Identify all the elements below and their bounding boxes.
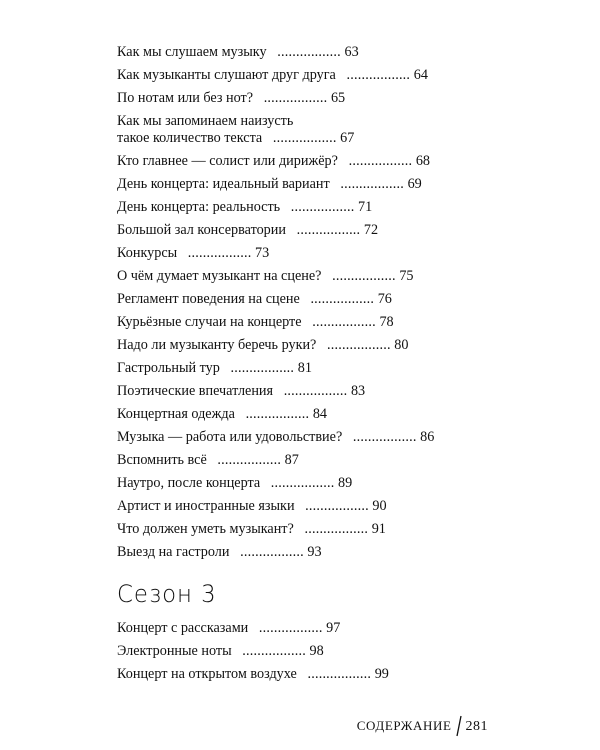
toc-entry-page-number: 98	[309, 643, 324, 659]
toc-entry	[117, 452, 537, 469]
toc-entry-title: По нотам или без нот?	[117, 90, 254, 106]
toc-entry-leader-dots: .................	[346, 67, 411, 83]
toc-entry-page-number: 91	[371, 521, 386, 537]
toc-entry-title: Кто главнее — солист или дирижёр?	[117, 153, 338, 169]
toc-entry-page-number: 78	[379, 314, 394, 330]
toc-entry-title: Наутро, после концерта	[117, 475, 261, 491]
toc-entry-page-number: 81	[297, 360, 312, 376]
section-table-of-contents	[117, 620, 537, 689]
toc-entry	[117, 113, 537, 147]
toc-entry-page-number: 83	[350, 383, 366, 399]
toc-entry	[117, 383, 537, 400]
toc-entry-title: Артист и иностранные языки	[117, 498, 295, 514]
toc-entry-page-number: 64	[413, 67, 428, 83]
toc-entry-title: Выезд на гастроли	[117, 544, 230, 560]
toc-entry-title: Электронные ноты	[117, 643, 232, 659]
toc-entry-page-number: 71	[358, 199, 373, 215]
toc-entry-page-number: 73	[255, 245, 270, 261]
toc-entry-leader-dots: .................	[307, 666, 372, 682]
toc-entry	[117, 429, 537, 446]
section-heading: Сезон 3	[117, 580, 217, 608]
toc-entry-page-number: 72	[363, 222, 379, 238]
toc-entry-title: Концерт с рассказами	[117, 620, 249, 636]
toc-entry-title: Музыка — работа или удовольствие?	[117, 429, 343, 445]
toc-entry	[117, 337, 537, 354]
toc-entry-title: Вспомнить всё	[117, 452, 207, 468]
toc-entry-leader-dots: .................	[332, 268, 396, 284]
toc-entry	[117, 314, 537, 331]
toc-entry	[117, 90, 537, 107]
toc-entry-page-number: 75	[399, 268, 414, 284]
toc-entry-page-number: 84	[312, 406, 327, 422]
toc-entry-title: Концерт на открытом воздухе	[117, 666, 297, 682]
toc-entry-page-number: 89	[338, 475, 353, 491]
toc-entry	[117, 291, 537, 308]
toc-entry-title: Как мы слушаем музыку	[117, 44, 267, 60]
toc-entry-page-number: 68	[415, 153, 431, 169]
toc-entry	[117, 544, 537, 561]
divider-slash-icon	[454, 714, 464, 738]
table-of-contents	[117, 44, 537, 567]
toc-entry-leader-dots: .................	[304, 521, 369, 537]
toc-entry-page-number: 86	[420, 429, 435, 445]
toc-entry-leader-dots: .................	[277, 44, 341, 60]
toc-entry	[117, 67, 537, 84]
toc-entry-leader-dots: .................	[352, 429, 417, 445]
toc-entry	[117, 153, 537, 170]
toc-entry-title: Гастрольный тур	[117, 360, 220, 376]
toc-entry-leader-dots: .................	[327, 337, 391, 353]
footer-label: СОДЕРЖАНИЕ	[356, 718, 452, 733]
toc-entry-page-number: 99	[374, 666, 389, 682]
toc-entry-leader-dots: .................	[310, 291, 375, 307]
toc-entry-leader-dots: .................	[272, 130, 337, 146]
toc-entry	[117, 44, 537, 61]
toc-entry-leader-dots: .................	[296, 222, 361, 238]
toc-entry-title: Как мы запоминаем наизусть такое количество текста	[117, 113, 294, 146]
toc-entry	[117, 475, 537, 492]
toc-entry-leader-dots: .................	[230, 360, 295, 376]
toc-entry-title: Поэтические впечатления	[117, 383, 274, 399]
toc-entry-page-number: 90	[372, 498, 387, 514]
toc-entry-title: Конкурсы	[117, 245, 178, 261]
toc-entry-page-number: 67	[340, 130, 355, 146]
toc-entry-title: Концертная одежда	[117, 406, 235, 422]
toc-entry-title: Курьёзные случаи на концерте	[117, 314, 302, 330]
toc-entry-leader-dots: .................	[270, 475, 335, 491]
toc-entry	[117, 521, 537, 538]
toc-entry-page-number: 76	[377, 291, 392, 307]
toc-entry	[117, 268, 537, 285]
toc-entry-page-number: 69	[407, 176, 422, 192]
toc-entry-leader-dots: .................	[258, 620, 323, 636]
toc-entry	[117, 199, 537, 216]
toc-entry	[117, 245, 537, 262]
toc-entry-title: О чём думает музыкант на сцене?	[117, 268, 322, 284]
toc-entry	[117, 620, 537, 637]
footer-page-number: 281	[465, 719, 488, 734]
toc-entry-leader-dots: .................	[187, 245, 252, 261]
toc-entry-leader-dots: .................	[263, 90, 328, 106]
toc-entry-title: Что должен уметь музыкант?	[117, 521, 294, 537]
running-footer	[357, 714, 488, 738]
toc-entry	[117, 360, 537, 377]
toc-entry-page-number: 80	[394, 337, 409, 353]
toc-entry-leader-dots: .................	[312, 314, 376, 330]
toc-entry-title: День концерта: реальность	[117, 199, 281, 215]
toc-entry	[117, 643, 537, 660]
toc-entry-leader-dots: .................	[348, 153, 413, 169]
toc-entry-leader-dots: .................	[290, 199, 355, 215]
toc-entry-page-number: 97	[326, 620, 341, 636]
toc-entry-leader-dots: .................	[240, 544, 304, 560]
toc-entry-leader-dots: .................	[245, 406, 310, 422]
toc-entry-page-number: 63	[344, 44, 359, 60]
toc-entry-title: День концерта: идеальный вариант	[117, 176, 330, 192]
toc-entry	[117, 222, 537, 239]
toc-entry-page-number: 93	[307, 544, 322, 560]
toc-entry-title: Как музыканты слушают друг друга	[117, 67, 336, 83]
toc-entry	[117, 406, 537, 423]
toc-entry-leader-dots: .................	[305, 498, 369, 514]
toc-entry	[117, 666, 537, 683]
toc-entry-title: Большой зал консерватории	[117, 222, 286, 238]
toc-entry-page-number: 87	[284, 452, 299, 468]
toc-entry-leader-dots: .................	[340, 176, 405, 192]
toc-entry-title: Регламент поведения на сцене	[117, 291, 300, 307]
toc-entry-title: Надо ли музыканту беречь руки?	[117, 337, 317, 353]
toc-entry-page-number: 65	[330, 90, 346, 106]
toc-entry-leader-dots: .................	[217, 452, 282, 468]
toc-entry	[117, 498, 537, 515]
toc-entry-leader-dots: .................	[242, 643, 306, 659]
toc-entry-leader-dots: .................	[283, 383, 348, 399]
toc-entry	[117, 176, 537, 193]
